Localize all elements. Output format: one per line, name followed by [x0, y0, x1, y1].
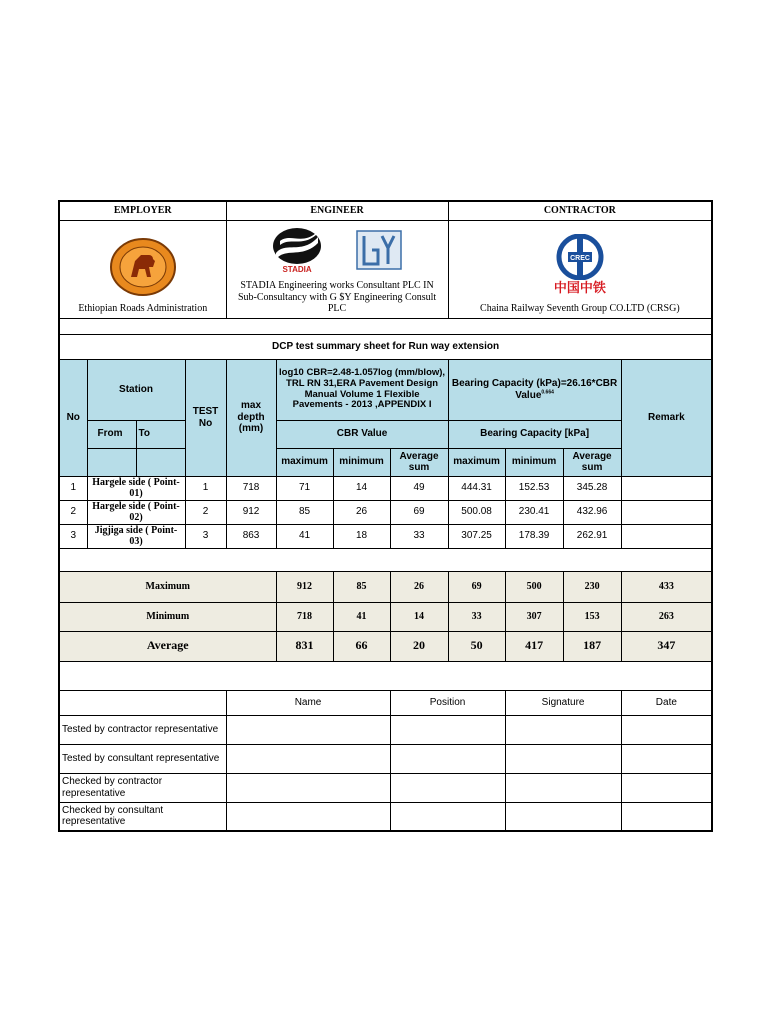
employer-label: EMPLOYER	[59, 201, 226, 220]
row-test: 1	[185, 476, 226, 500]
spacer-row	[59, 318, 712, 334]
table-row	[59, 524, 712, 548]
summary-cbr-avg: 33	[448, 602, 505, 631]
col-cbr-formula: log10 CBR=2.48-1.057log (mm/blow), TRL RN 31,ERA Pavement Design Manual Volume 1 Flexible Pavements - 2013 ,APPENDIX I	[276, 359, 448, 420]
signature-signature-field[interactable]	[505, 802, 621, 831]
row-cbr-max: 85	[276, 500, 333, 524]
col-bearing-capacity: Bearing Capacity [kPa]	[448, 420, 621, 448]
signature-name-field[interactable]	[226, 773, 390, 802]
summary-depth: 718	[276, 602, 333, 631]
summary-row-minimum	[59, 602, 712, 631]
col-bc-maximum: maximum	[448, 448, 505, 476]
summary-cbr-min: 14	[390, 602, 448, 631]
summary-cbr-max: 85	[333, 571, 390, 602]
signature-role: Tested by contractor representative	[59, 715, 226, 744]
row-cbr-avg: 69	[390, 500, 448, 524]
signature-position-field[interactable]	[390, 715, 505, 744]
signature-header-row	[59, 690, 712, 715]
engineer-label: ENGINEER	[226, 201, 448, 220]
summary-bc-avg: 263	[621, 602, 712, 631]
signature-position-field[interactable]	[390, 802, 505, 831]
summary-bc-min: 230	[563, 571, 621, 602]
row-cbr-min: 14	[333, 476, 390, 500]
row-cbr-avg: 33	[390, 524, 448, 548]
row-depth: 912	[226, 500, 276, 524]
summary-bc-avg: 433	[621, 571, 712, 602]
spacer-row	[59, 661, 712, 690]
era-logo-icon	[109, 237, 177, 297]
summary-bc-max: 307	[505, 602, 563, 631]
row-cbr-max: 71	[276, 476, 333, 500]
signature-date-field[interactable]	[621, 744, 712, 773]
employer-cell	[59, 220, 226, 318]
row-bc-max: 500.08	[448, 500, 505, 524]
signature-role: Checked by contractor representative	[59, 773, 226, 802]
row-bc-max: 444.31	[448, 476, 505, 500]
row-bc-avg: 432.96	[563, 500, 621, 524]
contractor-cell	[448, 220, 712, 318]
dcp-summary-table	[58, 200, 713, 832]
summary-cbr-min: 20	[390, 631, 448, 661]
engineer-name: STADIA Engineering works Consultant PLC IN Sub-Consultancy with G $Y Engineering Consult PLC	[237, 280, 437, 314]
col-max-depth: max depth (mm)	[226, 359, 276, 476]
col-from-blank	[87, 448, 136, 476]
crec-logo-text: CREC	[569, 255, 590, 263]
summary-cbr-max: 41	[333, 602, 390, 631]
summary-label: Minimum	[59, 602, 276, 631]
crec-logo-icon	[554, 234, 606, 280]
sig-col-position: Position	[390, 690, 505, 715]
bearing-exponent: 0.664	[541, 389, 554, 396]
row-station: Hargele side ( Point-01)	[87, 476, 185, 500]
col-station: Station	[87, 359, 185, 420]
stadia-logo	[272, 227, 322, 274]
stadia-logo-icon	[272, 227, 322, 265]
summary-label: Maximum	[59, 571, 276, 602]
contractor-name: Chaina Railway Seventh Group CO.LTD (CRSG)	[480, 303, 680, 314]
col-to-blank	[136, 448, 185, 476]
row-station: Hargele side ( Point-02)	[87, 500, 185, 524]
row-no: 2	[59, 500, 87, 524]
col-bc-average: Average sum	[563, 448, 621, 476]
summary-row-average	[59, 631, 712, 661]
summary-depth: 831	[276, 631, 333, 661]
bearing-formula-text: Bearing Capacity (kPa)=26.16*CBR Value	[451, 378, 618, 401]
table-row	[59, 476, 712, 500]
col-cbr-minimum: minimum	[333, 448, 390, 476]
row-bc-max: 307.25	[448, 524, 505, 548]
signature-signature-field[interactable]	[505, 744, 621, 773]
col-cbr-maximum: maximum	[276, 448, 333, 476]
col-cbr-average: Average sum	[390, 448, 448, 476]
summary-bc-min: 153	[563, 602, 621, 631]
row-test: 2	[185, 500, 226, 524]
summary-bc-max: 500	[505, 571, 563, 602]
row-cbr-min: 18	[333, 524, 390, 548]
signature-row	[59, 715, 712, 744]
row-no: 3	[59, 524, 87, 548]
summary-row-maximum	[59, 571, 712, 602]
summary-cbr-min: 26	[390, 571, 448, 602]
stadia-logo-text: STADIA	[282, 264, 312, 274]
row-bc-min: 152.53	[505, 476, 563, 500]
gy-logo-icon	[356, 230, 402, 270]
col-remark: Remark	[621, 359, 712, 476]
signature-signature-field[interactable]	[505, 715, 621, 744]
row-cbr-max: 41	[276, 524, 333, 548]
row-remark	[621, 476, 712, 500]
col-no: No	[59, 359, 87, 476]
row-cbr-min: 26	[333, 500, 390, 524]
row-depth: 718	[226, 476, 276, 500]
sig-col-name: Name	[226, 690, 390, 715]
signature-position-field[interactable]	[390, 773, 505, 802]
signature-name-field[interactable]	[226, 802, 390, 831]
row-remark	[621, 500, 712, 524]
table-row	[59, 500, 712, 524]
spacer-row	[59, 548, 712, 571]
sig-col-date: Date	[621, 690, 712, 715]
summary-bc-min: 187	[563, 631, 621, 661]
col-bearing-formula	[448, 359, 621, 420]
row-bc-min: 230.41	[505, 500, 563, 524]
crec-chinese-text: 中国中铁	[553, 281, 606, 297]
signature-position-field[interactable]	[390, 744, 505, 773]
signature-row	[59, 773, 712, 802]
row-remark	[621, 524, 712, 548]
summary-cbr-avg: 50	[448, 631, 505, 661]
col-from: From	[87, 420, 136, 448]
engineer-cell	[226, 220, 448, 318]
signature-role: Checked by consultant representative	[59, 802, 226, 831]
signature-name-field[interactable]	[226, 744, 390, 773]
row-no: 1	[59, 476, 87, 500]
contractor-label: CONTRACTOR	[448, 201, 712, 220]
col-bc-minimum: minimum	[505, 448, 563, 476]
signature-role-header	[59, 690, 226, 715]
signature-date-field[interactable]	[621, 802, 712, 831]
signature-row	[59, 802, 712, 831]
summary-bc-avg: 347	[621, 631, 712, 661]
col-cbr-value: CBR Value	[276, 420, 448, 448]
signature-name-field[interactable]	[226, 715, 390, 744]
summary-bc-max: 417	[505, 631, 563, 661]
summary-depth: 912	[276, 571, 333, 602]
summary-cbr-max: 66	[333, 631, 390, 661]
sheet-title: DCP test summary sheet for Run way extension	[59, 334, 712, 359]
col-test-no: TEST No	[185, 359, 226, 476]
signature-role: Tested by consultant representative	[59, 744, 226, 773]
sig-col-signature: Signature	[505, 690, 621, 715]
signature-row	[59, 744, 712, 773]
row-station: Jigjiga side ( Point-03)	[87, 524, 185, 548]
summary-label: Average	[59, 631, 276, 661]
row-bc-min: 178.39	[505, 524, 563, 548]
signature-date-field[interactable]	[621, 773, 712, 802]
employer-name: Ethiopian Roads Administration	[78, 303, 208, 314]
summary-cbr-avg: 69	[448, 571, 505, 602]
row-cbr-avg: 49	[390, 476, 448, 500]
row-bc-avg: 262.91	[563, 524, 621, 548]
row-depth: 863	[226, 524, 276, 548]
col-to: To	[136, 420, 185, 448]
signature-signature-field[interactable]	[505, 773, 621, 802]
row-bc-avg: 345.28	[563, 476, 621, 500]
signature-date-field[interactable]	[621, 715, 712, 744]
row-test: 3	[185, 524, 226, 548]
